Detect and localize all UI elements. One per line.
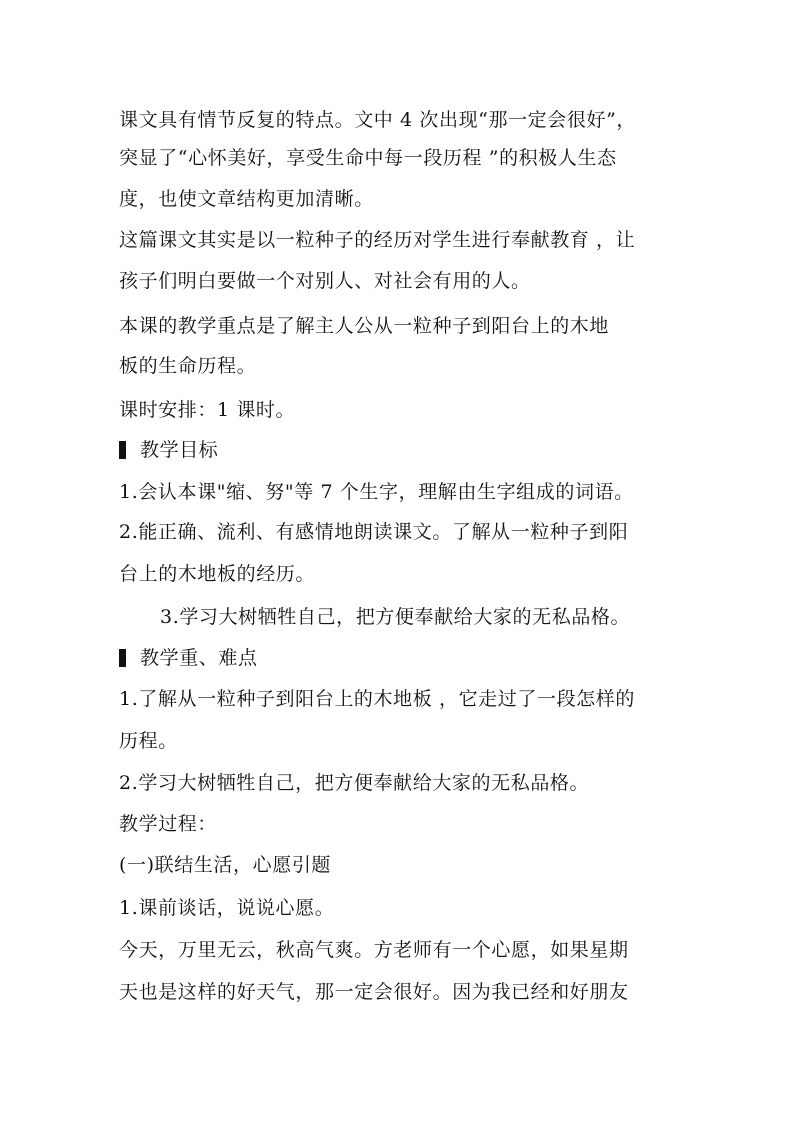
section-heading-key-points bbox=[119, 646, 258, 670]
key-point-item: 2.学习大树牺牲自己，把方便奉献给大家的无私品格。 bbox=[119, 772, 590, 794]
paragraph-line: 本课的教学重点是了解主人公从一粒种子到阳台上的木地 bbox=[119, 315, 610, 337]
heading-bar-icon bbox=[119, 649, 126, 667]
key-point-item: 历程。 bbox=[119, 730, 178, 752]
paragraph-line: 板的生命历程。 bbox=[119, 355, 257, 377]
paragraph-line: 孩子们明白要做一个对别人、对社会有用的人。 bbox=[119, 270, 531, 292]
section-heading-label: 教学重、难点 bbox=[140, 647, 258, 669]
heading-bar-icon bbox=[119, 441, 126, 459]
schedule-line: 课时安排：1 课时。 bbox=[119, 399, 296, 421]
process-step-item: 1.课前谈话，说说心愿。 bbox=[119, 897, 335, 919]
section-heading-label: 教学目标 bbox=[140, 439, 219, 461]
process-step-heading: (一)联结生活，心愿引题 bbox=[119, 854, 332, 876]
objective-item: 3.学习大树牺牲自己，把方便奉献给大家的无私品格。 bbox=[160, 606, 631, 628]
paragraph-line: 课文具有情节反复的特点。文中 4 次出现“那一定会很好”， bbox=[119, 109, 636, 131]
objective-item: 台上的木地板的经历。 bbox=[119, 563, 316, 585]
objective-item: 1.会认本课"缩、努"等 7 个生字，理解由生字组成的词语。 bbox=[119, 481, 634, 503]
paragraph-line: 这篇课文其实是以一粒种子的经历对学生进行奉献教育 ，让 bbox=[119, 229, 636, 251]
paragraph-line: 天也是这样的好天气，那一定会很好。因为我已经和好朋友 bbox=[119, 981, 629, 1003]
process-heading: 教学过程： bbox=[119, 813, 218, 835]
section-heading-objectives bbox=[119, 438, 218, 462]
paragraph-line: 今天，万里无云，秋高气爽。方老师有一个心愿，如果星期 bbox=[119, 939, 629, 961]
paragraph-line: 度，也使文章结构更加清晰。 bbox=[119, 188, 374, 210]
objective-item: 2.能正确、流利、有感情地朗读课文。了解从一粒种子到阳 bbox=[119, 521, 629, 543]
paragraph-line: 突显了“心怀美好，享受生命中每一段历程 ”的积极人生态 bbox=[119, 147, 617, 169]
key-point-item: 1.了解从一粒种子到阳台上的木地板 ，它走过了一段怎样的 bbox=[119, 688, 635, 710]
